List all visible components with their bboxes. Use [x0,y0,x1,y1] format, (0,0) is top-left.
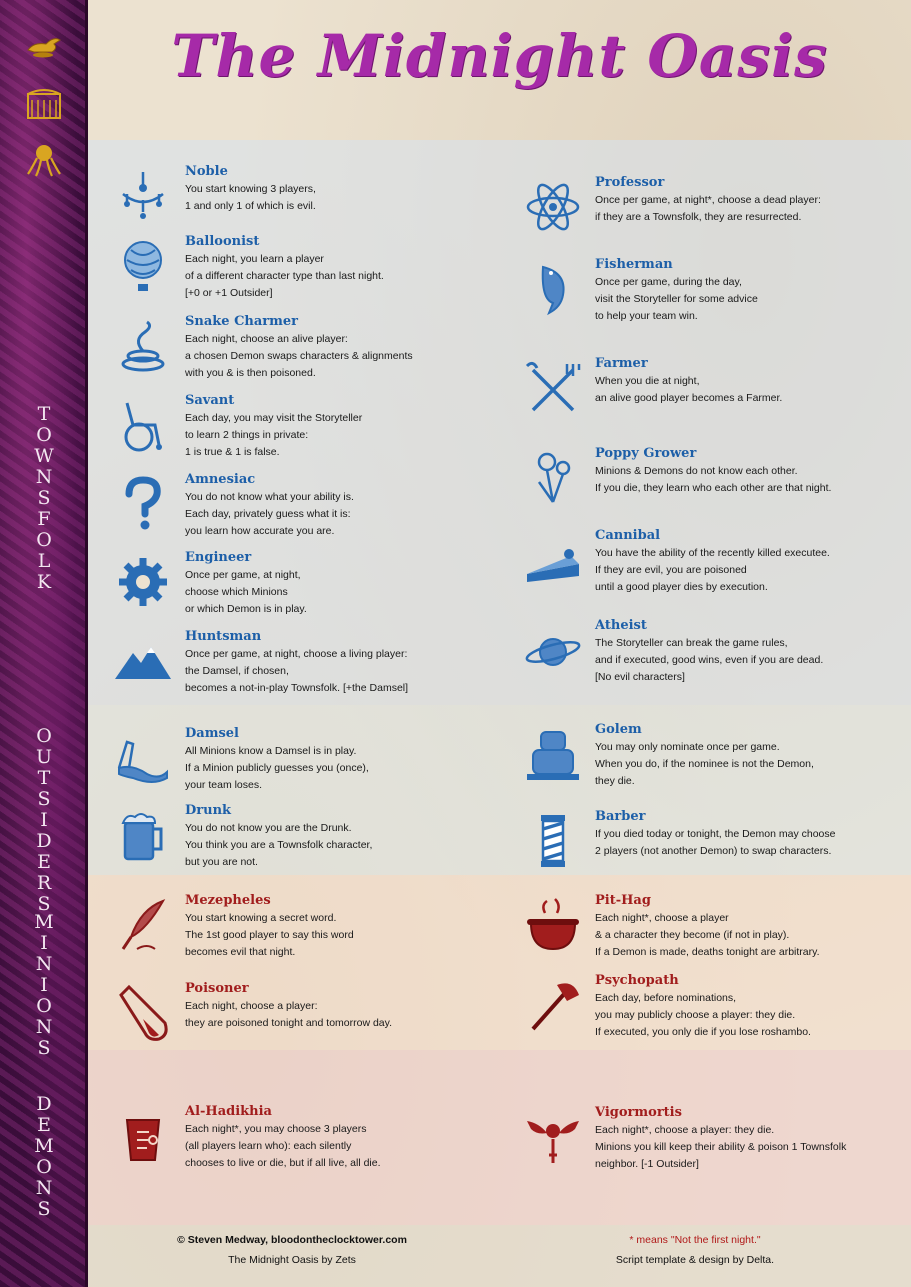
ability-line: If executed, you only die if you lose roshambo. [595,1026,811,1038]
ability-line: the Damsel, if chosen, [185,665,289,677]
character-name: Noble [185,164,228,179]
character-name: Cannibal [595,528,661,543]
script-author: The Midnight Oasis by Zets [228,1254,356,1266]
character-name: Psychopath [595,973,679,988]
ability-line: Once per game, at night, choose a living player: [185,648,408,660]
ability-line: you may publicly choose a player: they die. [595,1009,796,1021]
ability-line: to help your team win. [595,310,698,322]
ability-line: becomes a not-in-play Townsfolk. [+the Damsel] [185,682,409,694]
ability-line: You do not know what your ability is. [185,491,354,503]
ability-line: your team loses. [185,779,263,791]
mountain-icon [113,631,173,691]
snake-icon [113,316,173,376]
ability-line: Each night*, you may choose 3 players [185,1123,367,1135]
ability-line: Each day, privately guess what it is: [185,508,351,520]
ability-line: & a character they become (if not in play). [595,929,790,941]
sidebar [0,0,88,1287]
character-name: Balloonist [185,234,260,249]
cauldron-icon [523,895,583,955]
ability-line: Each day, you may visit the Storyteller [185,412,363,424]
wheelchair-icon [113,395,173,455]
planet-icon [523,620,583,680]
ability-line: chooses to live or die, but if all live, all die. [185,1157,381,1169]
ability-line: with you & is then poisoned. [185,367,316,379]
ability-line: they die. [595,775,635,787]
ability-line: 2 players (not another Demon) to swap characters. [595,845,832,857]
section-label-text: T O W N S F O L K [34,403,54,593]
winged-skull-icon [523,1107,583,1167]
pitchfork-icon [523,358,583,418]
ability-line: If you died today or tonight, the Demon may choose [595,828,836,840]
ability-line: When you do, if the nominee is not the Demon, [595,758,814,770]
footer-notes [580,1230,810,1270]
quill-icon [113,895,173,955]
character-name: Golem [595,722,642,737]
ability-line: You think you are a Townsfolk character, [185,839,373,851]
ability-line: to learn 2 things in private: [185,429,309,441]
character-name: Professor [595,175,665,190]
ability-line: Each night*, choose a player [595,912,729,924]
ability-line: Once per game, at night, [185,569,301,581]
character-name: Engineer [185,550,252,565]
axe-icon [523,975,583,1035]
ability-line: an alive good player becomes a Farmer. [595,392,783,404]
section-label-outsiders [0,726,88,915]
character-name: Al-Hadikhia [185,1104,272,1119]
character-name: Poisoner [185,981,249,996]
character-name: Amnesiac [185,472,256,487]
ability-line: All Minions know a Damsel is in play. [185,745,357,757]
ability-line: but you are not. [185,856,258,868]
pie-icon [523,530,583,590]
ability-line: neighbor. [-1 Outsider] [595,1158,699,1170]
atom-icon [523,177,583,237]
ability-line: Each night, choose an alive player: [185,333,348,345]
footer-credits [172,1230,412,1270]
palace-gate-icon [24,84,64,124]
character-name: Drunk [185,803,232,818]
magic-lamp-icon [24,24,64,64]
ability-line: Each day, before nominations, [595,992,737,1004]
character-name: Fisherman [595,257,673,272]
vial-icon [113,983,173,1043]
ability-line: When you die at night, [595,375,700,387]
section-label-minions [0,912,88,1059]
fish-icon [523,259,583,319]
design-credit: Script template & design by Delta. [615,1254,775,1266]
character-name: Mezepheles [185,893,271,908]
character-name: Pit-Hag [595,893,651,908]
section-label-text: O U T S I D E R S [35,725,52,915]
fez-icon [113,1106,173,1166]
character-name: Snake Charmer [185,314,299,329]
ability-line: You start knowing 3 players, [185,183,316,195]
first-night-note: * means "Not the first night." [629,1234,761,1246]
ability-line: You start knowing a secret word. [185,912,337,924]
character-name: Huntsman [185,629,262,644]
ability-line: until a good player dies by execution. [595,581,768,593]
ability-line: 1 and only 1 of which is evil. [185,200,316,212]
gear-icon [113,552,173,612]
ability-line: Once per game, at night*, choose a dead player: [595,194,821,206]
section-label-demons [0,1094,88,1220]
copyright-text: © Steven Medway, bloodontheclocktower.com [177,1234,407,1246]
ability-line: Each night, you learn a player [185,253,324,265]
question-mark-icon [113,474,173,534]
section-label-townsfolk [0,404,88,593]
balloon-icon [113,236,173,296]
character-name: Damsel [185,726,239,741]
ability-line: of a different character type than last night. [185,270,384,282]
character-name: Atheist [595,618,647,633]
ability-line: choose which Minions [185,586,288,598]
character-name: Barber [595,809,646,824]
barber-pole-icon [523,811,583,871]
character-name: Poppy Grower [595,446,697,461]
ability-line: 1 is true & 1 is false. [185,446,280,458]
chandelier-icon [113,166,173,226]
page-title: The Midnight Oasis [171,22,828,90]
section-label-text: M I N I O N S [34,911,54,1059]
ability-line: Minions you kill keep their ability & poison 1 Townsfolk [595,1141,847,1153]
character-name: Farmer [595,356,648,371]
ability-line: Once per game, during the day, [595,276,742,288]
ability-line: If they are evil, you are poisoned [595,564,747,576]
ability-line: visit the Storyteller for some advice [595,293,758,305]
ability-line: The 1st good player to say this word [185,929,354,941]
slipper-icon [113,728,173,788]
ability-line: [No evil characters] [595,671,685,683]
ability-line: If you die, they learn who each other are that night. [595,482,832,494]
ability-line: Each night, choose a player: [185,1000,318,1012]
ability-line: if they are a Townsfolk, they are resurrected. [595,211,802,223]
ability-line: Minions & Demons do not know each other. [595,465,798,477]
ability-line: and if executed, good wins, even if you are dead. [595,654,824,666]
ability-line: becomes evil that night. [185,946,296,958]
ability-line: Each night*, choose a player: they die. [595,1124,775,1136]
ability-line: [+0 or +1 Outsider] [185,287,273,299]
ability-line: If a Demon is made, deaths tonight are arbitrary. [595,946,820,958]
octopus-icon [24,140,64,180]
ability-line: they are poisoned tonight and tomorrow day. [185,1017,393,1029]
ability-line: or which Demon is in play. [185,603,307,615]
ability-line: You do not know you are the Drunk. [185,822,352,834]
flower-icon [523,448,583,508]
beer-mug-icon [113,805,173,865]
ability-line: (all players learn who): each silently [185,1140,352,1152]
character-name: Savant [185,393,235,408]
ability-line: a chosen Demon swaps characters & alignments [185,350,413,362]
ability-line: The Storyteller can break the game rules, [595,637,788,649]
ability-line: You may only nominate once per game. [595,741,780,753]
character-name: Vigormortis [595,1105,682,1120]
golem-icon [523,724,583,784]
ability-line: you learn how accurate you are. [185,525,335,537]
ability-line: If a Minion publicly guesses you (once), [185,762,369,774]
section-label-text: D E M O N S [34,1093,54,1220]
ability-line: You have the ability of the recently killed executee. [595,547,830,559]
